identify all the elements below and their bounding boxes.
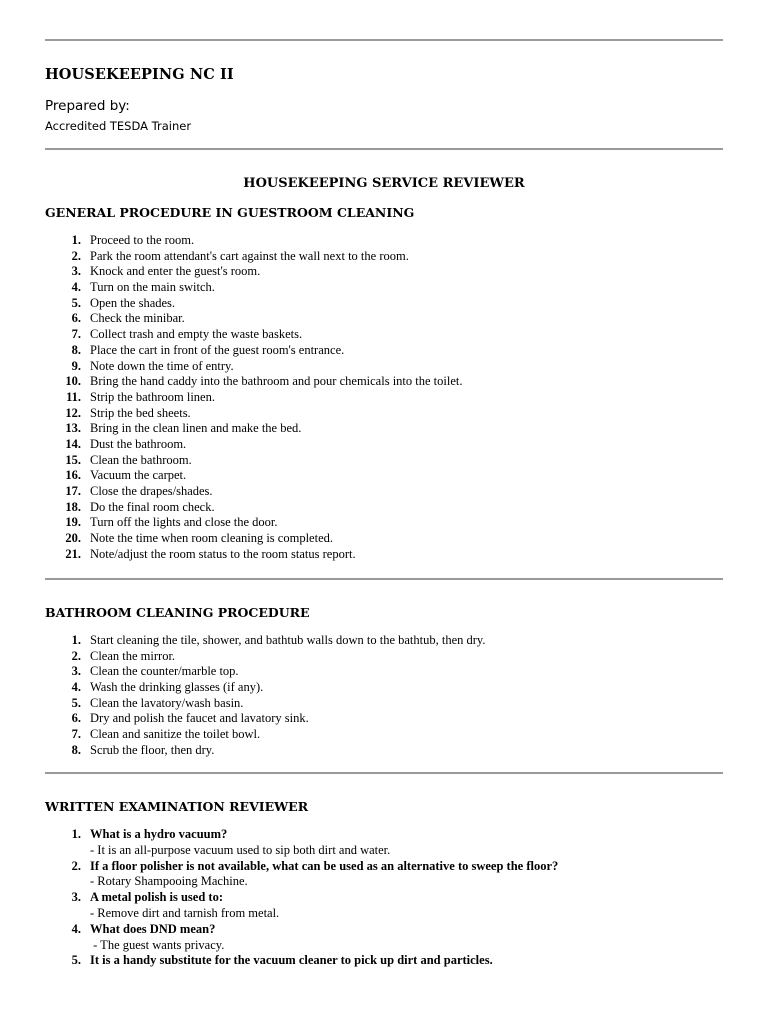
- step-text: Strip the bed sheets.: [90, 405, 191, 420]
- step-text: Strip the bathroom linen.: [90, 389, 215, 404]
- bathroom-procedure-list: [45, 633, 725, 759]
- step-number: 6.: [71, 311, 81, 326]
- step-number: 1.: [71, 633, 81, 647]
- step-number: 7.: [71, 327, 81, 342]
- step-number: 1.: [71, 233, 81, 247]
- document-title: HOUSEKEEPING NC II: [45, 66, 234, 83]
- question-number: 5.: [71, 953, 81, 968]
- step-number: 16.: [65, 468, 81, 483]
- section-divider-2: [45, 772, 723, 774]
- step-number: 10.: [65, 374, 81, 389]
- question-text: A metal polish is used to:: [90, 890, 224, 905]
- step-number: 5.: [71, 695, 81, 710]
- answer-text: - Remove dirt and tarnish from metal.: [90, 905, 280, 920]
- header-divider: [45, 148, 723, 150]
- step-text: Clean and sanitize the toilet bowl.: [90, 727, 261, 742]
- answer-text: - It is an all-purpose vacuum used to sip both dirt and water.: [90, 842, 391, 857]
- list-item: [45, 264, 725, 280]
- answer-text: - Rotary Shampooing Machine.: [90, 874, 248, 889]
- list-item: [45, 343, 725, 359]
- question-text: What does DND mean?: [90, 921, 216, 936]
- step-text: Collect trash and empty the waste baskets.: [90, 327, 303, 342]
- list-item: [45, 711, 725, 727]
- step-number: 5.: [71, 295, 81, 310]
- step-number: 6.: [71, 711, 81, 726]
- list-item: [45, 664, 725, 680]
- step-number: 20.: [65, 531, 81, 546]
- question-number: 3.: [71, 890, 81, 905]
- step-text: Do the final room check.: [90, 499, 215, 514]
- step-text: Turn on the main switch.: [90, 280, 215, 295]
- list-item: [45, 922, 725, 954]
- reviewer-title: HOUSEKEEPING SERVICE REVIEWER: [243, 176, 525, 191]
- step-text: Clean the bathroom.: [90, 452, 192, 467]
- step-number: 12.: [65, 405, 81, 420]
- step-number: 3.: [71, 264, 81, 279]
- list-item: [45, 547, 725, 563]
- step-number: 8.: [71, 742, 81, 757]
- step-text: Start cleaning the tile, shower, and bathtub walls down to the bathtub, then dry.: [90, 633, 486, 647]
- step-text: Open the shades.: [90, 295, 176, 310]
- step-text: Scrub the floor, then dry.: [90, 742, 215, 757]
- step-number: 19.: [65, 515, 81, 530]
- list-item: [45, 406, 725, 422]
- step-number: 13.: [65, 421, 81, 436]
- prepared-by-label: Prepared by:: [45, 98, 130, 114]
- step-number: 15.: [65, 452, 81, 467]
- step-text: Bring the hand caddy into the bathroom and pour chemicals into the toilet.: [90, 374, 463, 389]
- list-item: [45, 421, 725, 437]
- step-number: 8.: [71, 342, 81, 357]
- question-number: 2.: [71, 858, 81, 873]
- list-item: [45, 374, 725, 390]
- step-number: 7.: [71, 727, 81, 742]
- question-text: If a floor polisher is not available, what can be used as an alternative to sweep the floor?: [90, 858, 559, 873]
- list-item: [45, 453, 725, 469]
- step-text: Turn off the lights and close the door.: [90, 515, 278, 530]
- list-item: [45, 696, 725, 712]
- list-item: [45, 680, 725, 696]
- step-text: Dust the bathroom.: [90, 436, 187, 451]
- written-exam-list: [45, 827, 725, 969]
- step-number: 3.: [71, 664, 81, 679]
- list-item: [45, 359, 725, 375]
- bathroom-procedure-heading: BATHROOM CLEANING PROCEDURE: [45, 605, 310, 620]
- step-text: Clean the mirror.: [90, 648, 176, 663]
- list-item: [45, 296, 725, 312]
- author-name: Accredited TESDA Trainer: [45, 119, 192, 133]
- list-item: [45, 311, 725, 327]
- general-procedure-heading: GENERAL PROCEDURE IN GUESTROOM CLEANING: [45, 205, 415, 220]
- written-exam-heading: WRITTEN EXAMINATION REVIEWER: [45, 799, 309, 814]
- list-item: [45, 743, 725, 759]
- list-item: [45, 437, 725, 453]
- question-number: 1.: [71, 827, 81, 841]
- step-text: Check the minibar.: [90, 311, 185, 326]
- list-item: [45, 531, 725, 547]
- step-number: 2.: [71, 648, 81, 663]
- general-procedure-list: [45, 233, 725, 562]
- list-item: [45, 280, 725, 296]
- step-text: Place the cart in front of the guest room's entrance.: [90, 342, 345, 357]
- list-item: [45, 649, 725, 665]
- step-number: 17.: [65, 484, 81, 498]
- step-number: 11.: [66, 389, 81, 404]
- list-item: [45, 327, 725, 343]
- step-text: Dry and polish the faucet and lavatory sink.: [90, 711, 309, 726]
- step-number: 2.: [71, 248, 81, 263]
- question-number: 4.: [71, 921, 81, 936]
- question-text: What is a hydro vacuum?: [90, 827, 228, 841]
- step-text: Note down the time of entry.: [90, 358, 234, 373]
- step-number: 21.: [65, 546, 81, 561]
- step-text: Wash the drinking glasses (if any).: [90, 680, 264, 695]
- step-text: Bring in the clean linen and make the bed.: [90, 421, 302, 436]
- step-text: Vacuum the carpet.: [90, 468, 187, 483]
- step-text: Park the room attendant's cart against the wall next to the room.: [90, 248, 409, 263]
- question-text: It is a handy substitute for the vacuum cleaner to pick up dirt and particles.: [90, 953, 493, 968]
- step-text: Proceed to the room.: [90, 233, 195, 247]
- list-item: [45, 890, 725, 922]
- list-item: [45, 468, 725, 484]
- answer-text: - The guest wants privacy.: [90, 937, 225, 952]
- list-item: [45, 390, 725, 406]
- step-number: 14.: [65, 436, 81, 451]
- step-number: 18.: [65, 499, 81, 514]
- list-item: [45, 953, 725, 969]
- section-divider-1: [45, 578, 723, 580]
- list-item: [45, 249, 725, 265]
- list-item: [45, 727, 725, 743]
- list-item: [45, 827, 725, 859]
- list-item: [45, 484, 725, 500]
- list-item: [45, 633, 725, 649]
- list-item: [45, 515, 725, 531]
- list-item: [45, 233, 725, 249]
- step-text: Note/adjust the room status to the room status report.: [90, 546, 356, 561]
- top-divider: [45, 39, 723, 41]
- step-text: Clean the counter/marble top.: [90, 664, 239, 679]
- step-number: 4.: [71, 280, 81, 295]
- step-text: Note the time when room cleaning is completed.: [90, 531, 333, 546]
- step-text: Clean the lavatory/wash basin.: [90, 695, 244, 710]
- list-item: [45, 859, 725, 891]
- step-number: 9.: [71, 358, 81, 373]
- list-item: [45, 500, 725, 516]
- step-text: Knock and enter the guest's room.: [90, 264, 261, 279]
- step-number: 4.: [71, 680, 81, 695]
- step-text: Close the drapes/shades.: [90, 484, 213, 498]
